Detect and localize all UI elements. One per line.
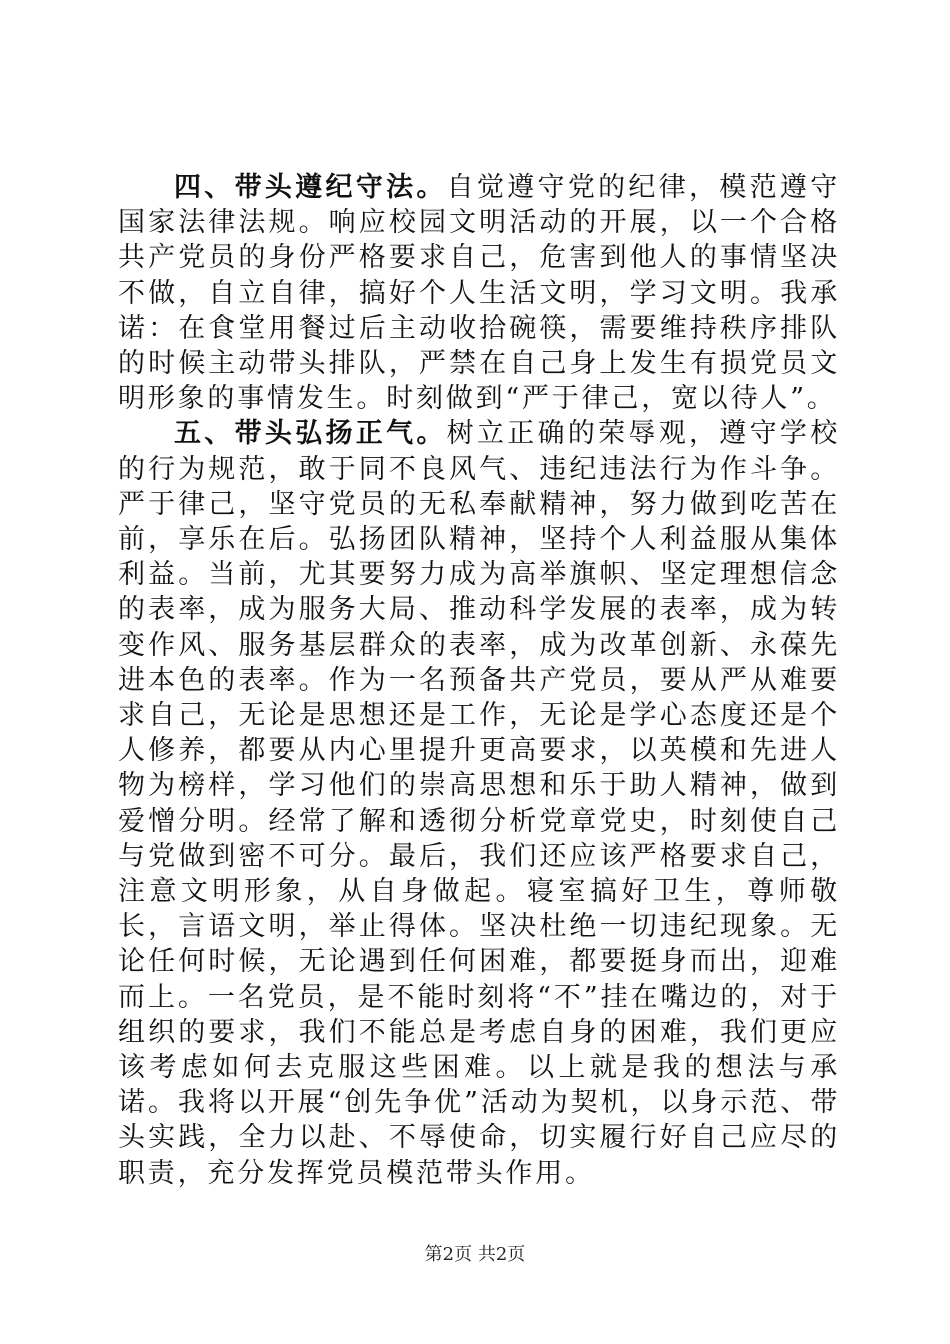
paragraph-discipline	[118, 170, 840, 416]
paragraph-heading: 五、带头弘扬正气。	[174, 418, 447, 450]
document-body	[118, 170, 840, 1191]
paragraph-text: 自觉遵守党的纪律，模范遵守国家法律法规。响应校园文明活动的开展，以一个合格共产党员的身份严格要求自己，危害到他人的事情坚决不做，自立自律，搞好个人生活文明，学习文明。我承诺：在食堂用餐过后主动收拾碗筷，需要维持秩序排队的时候主动带头排队，严禁在自己身上发生有损党员文明形象的事情发生。时刻做到“严于律己，宽以待人”。	[118, 172, 840, 415]
paragraph-heading: 四、带头遵纪守法。	[174, 172, 447, 203]
paragraph-integrity	[118, 416, 840, 1190]
paragraph-text: 树立正确的荣辱观，遵守学校的行为规范，敢于同不良风气、违纪违法行为作斗争。严于律己，坚守党员的无私奉献精神，努力做到吃苦在前，享乐在后。弘扬团队精神，坚持个人利益服从集体利益。当前，尤其要努力成为高举旗帜、坚定理想信念的表率，成为服务大局、推动科学发展的表率，成为转变作风、服务基层群众的表率，成为改革创新、永葆先进本色的表率。作为一名预备共产党员，要从严从难要求自己，无论是思想还是工作，无论是学心态度还是个人修养，都要从内心里提升更高要求，以英模和先进人物为榜样，学习他们的崇高思想和乐于助人精神，做到爱憎分明。经常了解和透彻分析党章党史，时刻使自己与党做到密不可分。最后，我们还应该严格要求自己，注意文明形象，从自身做起。寝室搞好卫生，尊师敬长，言语文明，举止得体。坚决杜绝一切违纪现象。无论任何时候，无论遇到任何困难，都要挺身而出，迎难而上。一名党员，是不能时刻将“不”挂在嘴边的，对于组织的要求，我们不能总是考虑自身的困难，我们更应该考虑如何去克服这些困难。以上就是我的想法与承诺。我将以开展“创先争优”活动为契机，以身示范、带头实践，全力以赴、不辱使命，切实履行好自己应尽的职责，充分发挥党员模范带头作用。	[118, 418, 840, 1189]
page-number-footer: 第2页 共2页	[424, 1244, 526, 1265]
